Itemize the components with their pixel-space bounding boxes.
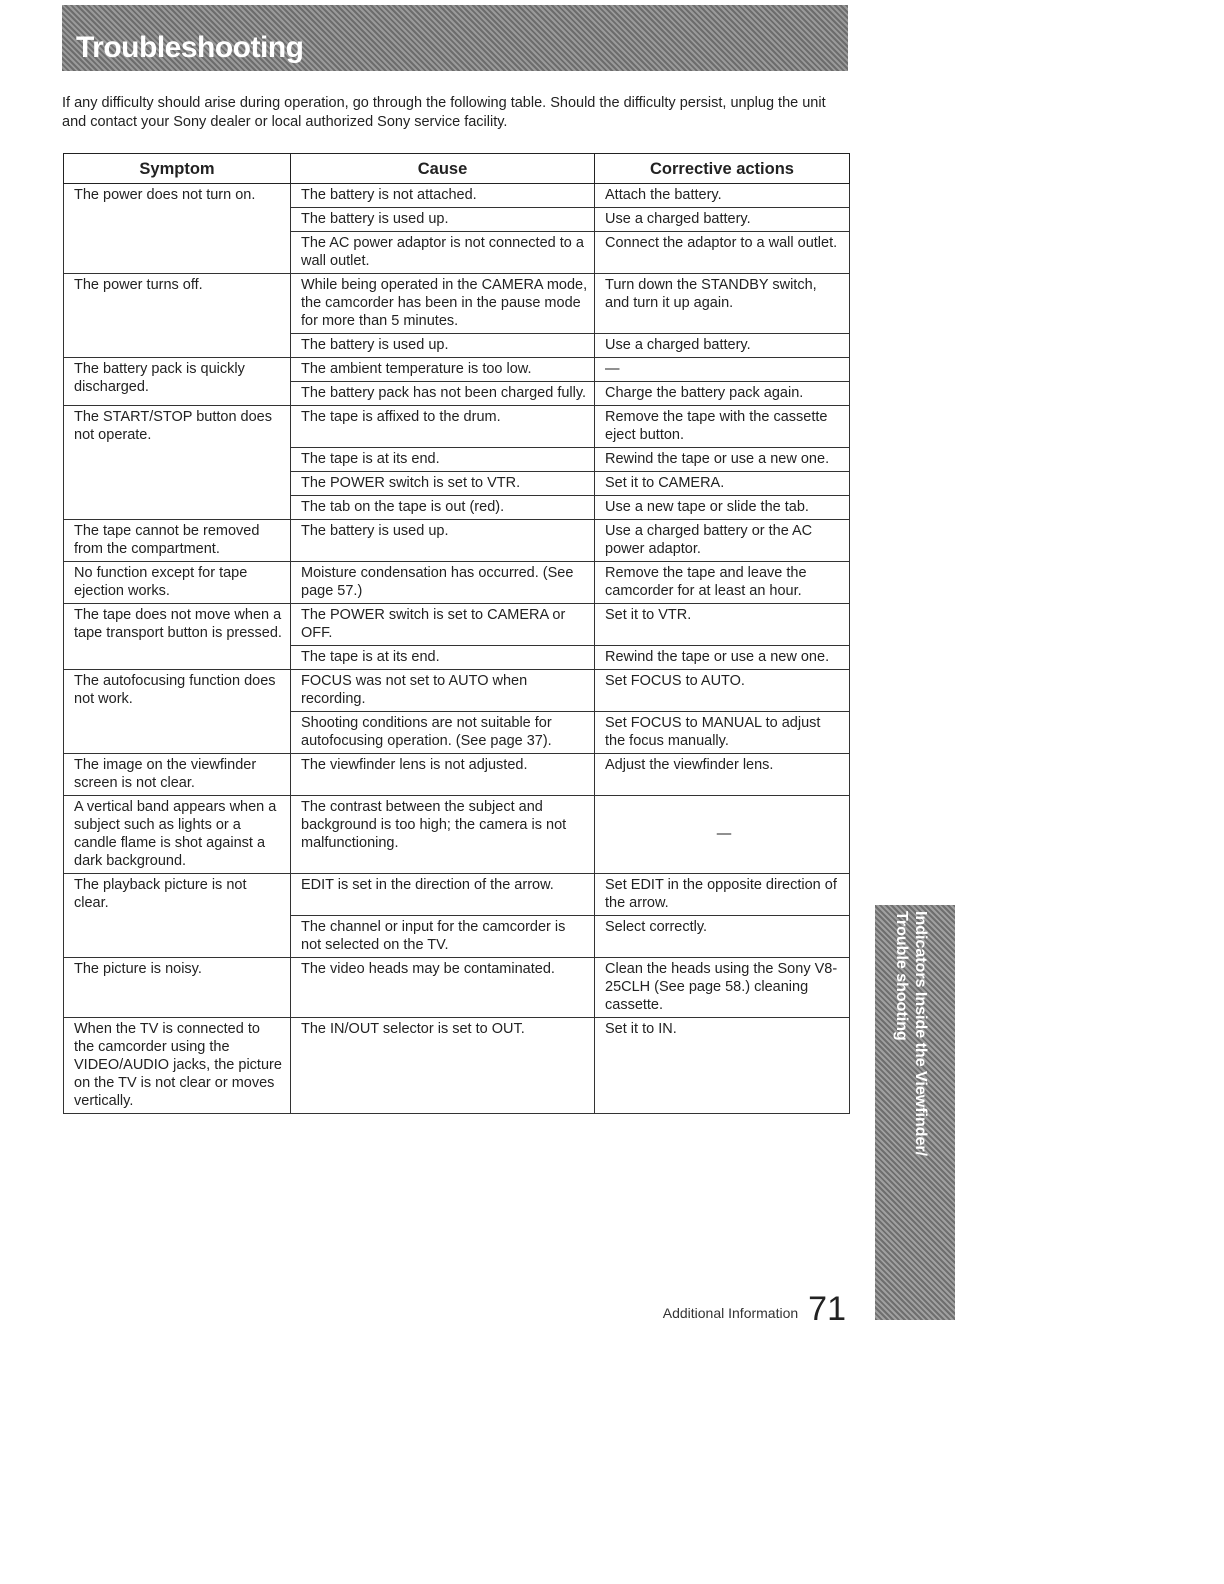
- cause-cell: FOCUS was not set to AUTO when recording.: [291, 670, 595, 712]
- cause-cell: Shooting conditions are not suitable for autofocusing operation. (See page 37).: [291, 712, 595, 754]
- cause-cell: The ambient temperature is too low.: [291, 358, 595, 382]
- symptom-cell: The tape cannot be removed from the compartment.: [64, 520, 291, 562]
- header-symptom: Symptom: [64, 154, 291, 184]
- page-number: 71: [808, 1290, 846, 1328]
- corrective-action-cell: Remove the tape with the cassette eject button.: [595, 406, 850, 448]
- cause-cell: The AC power adaptor is not connected to a wall outlet.: [291, 232, 595, 274]
- cause-cell: The battery is not attached.: [291, 184, 595, 208]
- symptom-cell: The power does not turn on.: [64, 184, 291, 274]
- symptom-cell: The tape does not move when a tape transport button is pressed.: [64, 604, 291, 670]
- corrective-action-cell: Set FOCUS to AUTO.: [595, 670, 850, 712]
- side-section-tab: [875, 905, 955, 1320]
- symptom-cell: The picture is noisy.: [64, 958, 291, 1018]
- corrective-action-cell: Set EDIT in the opposite direction of the arrow.: [595, 874, 850, 916]
- cause-cell: The IN/OUT selector is set to OUT.: [291, 1018, 595, 1114]
- corrective-action-cell: —: [595, 358, 850, 382]
- side-tab-line-1: Indicators Inside the Viewfinder/: [912, 911, 929, 1157]
- table-row: [64, 274, 850, 334]
- corrective-action-cell: Charge the battery pack again.: [595, 382, 850, 406]
- table-row: [64, 520, 850, 562]
- corrective-action-cell: Set it to VTR.: [595, 604, 850, 646]
- intro-paragraph: If any difficulty should arise during operation, go through the following table. Should the difficulty persist, unplug the unit and contact your Sony dealer or local authorized Sony service facility.: [62, 95, 826, 130]
- cause-cell: The contrast between the subject and background is too high; the camera is not malfunctioning.: [291, 796, 595, 874]
- cause-cell: EDIT is set in the direction of the arrow.: [291, 874, 595, 916]
- page-title: Troubleshooting: [76, 31, 304, 64]
- table-body: [64, 184, 850, 1114]
- cause-cell: The tab on the tape is out (red).: [291, 496, 595, 520]
- table-row: [64, 406, 850, 448]
- table-row: [64, 958, 850, 1018]
- corrective-action-cell: Set FOCUS to MANUAL to adjust the focus manually.: [595, 712, 850, 754]
- table-row: [64, 562, 850, 604]
- corrective-action-cell: Clean the heads using the Sony V8-25CLH (See page 58.) cleaning cassette.: [595, 958, 850, 1018]
- corrective-action-cell: Use a charged battery.: [595, 208, 850, 232]
- table-row: [64, 604, 850, 646]
- symptom-cell: The image on the viewfinder screen is not clear.: [64, 754, 291, 796]
- symptom-cell: A vertical band appears when a subject such as lights or a candle flame is shot against a dark background.: [64, 796, 291, 874]
- symptom-cell: When the TV is connected to the camcorder using the VIDEO/AUDIO jacks, the picture on the TV is not clear or moves vertically.: [64, 1018, 291, 1114]
- table-row: [64, 184, 850, 208]
- symptom-cell: The autofocusing function does not work.: [64, 670, 291, 754]
- corrective-action-cell: Use a charged battery or the AC power adaptor.: [595, 520, 850, 562]
- cause-cell: The tape is at its end.: [291, 448, 595, 472]
- symptom-cell: The battery pack is quickly discharged.: [64, 358, 291, 406]
- cause-cell: Moisture condensation has occurred. (See page 57.): [291, 562, 595, 604]
- corrective-action-cell: Rewind the tape or use a new one.: [595, 646, 850, 670]
- symptom-cell: The playback picture is not clear.: [64, 874, 291, 958]
- corrective-action-cell: Set it to IN.: [595, 1018, 850, 1114]
- table-header-row: [64, 154, 850, 184]
- cause-cell: The channel or input for the camcorder is not selected on the TV.: [291, 916, 595, 958]
- corrective-action-cell: Turn down the STANDBY switch, and turn it up again.: [595, 274, 850, 334]
- symptom-cell: No function except for tape ejection works.: [64, 562, 291, 604]
- title-banner: [62, 5, 848, 71]
- table-row: [64, 754, 850, 796]
- symptom-cell: The START/STOP button does not operate.: [64, 406, 291, 520]
- corrective-action-cell: Connect the adaptor to a wall outlet.: [595, 232, 850, 274]
- corrective-action-cell: Adjust the viewfinder lens.: [595, 754, 850, 796]
- corrective-action-cell: Rewind the tape or use a new one.: [595, 448, 850, 472]
- corrective-action-cell: Select correctly.: [595, 916, 850, 958]
- table-row: [64, 670, 850, 712]
- cause-cell: The POWER switch is set to CAMERA or OFF.: [291, 604, 595, 646]
- cause-cell: The POWER switch is set to VTR.: [291, 472, 595, 496]
- corrective-action-cell: Remove the tape and leave the camcorder for at least an hour.: [595, 562, 850, 604]
- troubleshooting-table: [63, 153, 850, 1114]
- page-footer: [663, 1292, 846, 1326]
- corrective-action-cell: —: [595, 796, 850, 874]
- corrective-action-cell: Attach the battery.: [595, 184, 850, 208]
- header-cause: Cause: [291, 154, 595, 184]
- cause-cell: While being operated in the CAMERA mode, the camcorder has been in the pause mode for more than 5 minutes.: [291, 274, 595, 334]
- table-row: [64, 874, 850, 916]
- corrective-action-cell: Use a charged battery.: [595, 334, 850, 358]
- header-corrective-actions: Corrective actions: [595, 154, 850, 184]
- side-tab-line-2: Trouble shooting: [893, 911, 910, 1041]
- cause-cell: The battery is used up.: [291, 520, 595, 562]
- cause-cell: The battery is used up.: [291, 334, 595, 358]
- cause-cell: The video heads may be contaminated.: [291, 958, 595, 1018]
- cause-cell: The viewfinder lens is not adjusted.: [291, 754, 595, 796]
- corrective-action-cell: Set it to CAMERA.: [595, 472, 850, 496]
- cause-cell: The battery pack has not been charged fully.: [291, 382, 595, 406]
- cause-cell: The battery is used up.: [291, 208, 595, 232]
- side-tab-label: [892, 911, 930, 1156]
- symptom-cell: The power turns off.: [64, 274, 291, 358]
- corrective-action-cell: Use a new tape or slide the tab.: [595, 496, 850, 520]
- cause-cell: The tape is affixed to the drum.: [291, 406, 595, 448]
- table-row: [64, 358, 850, 382]
- table-row: [64, 1018, 850, 1114]
- footer-section-name: Additional Information: [662, 1305, 799, 1321]
- table-row: [64, 796, 850, 874]
- cause-cell: The tape is at its end.: [291, 646, 595, 670]
